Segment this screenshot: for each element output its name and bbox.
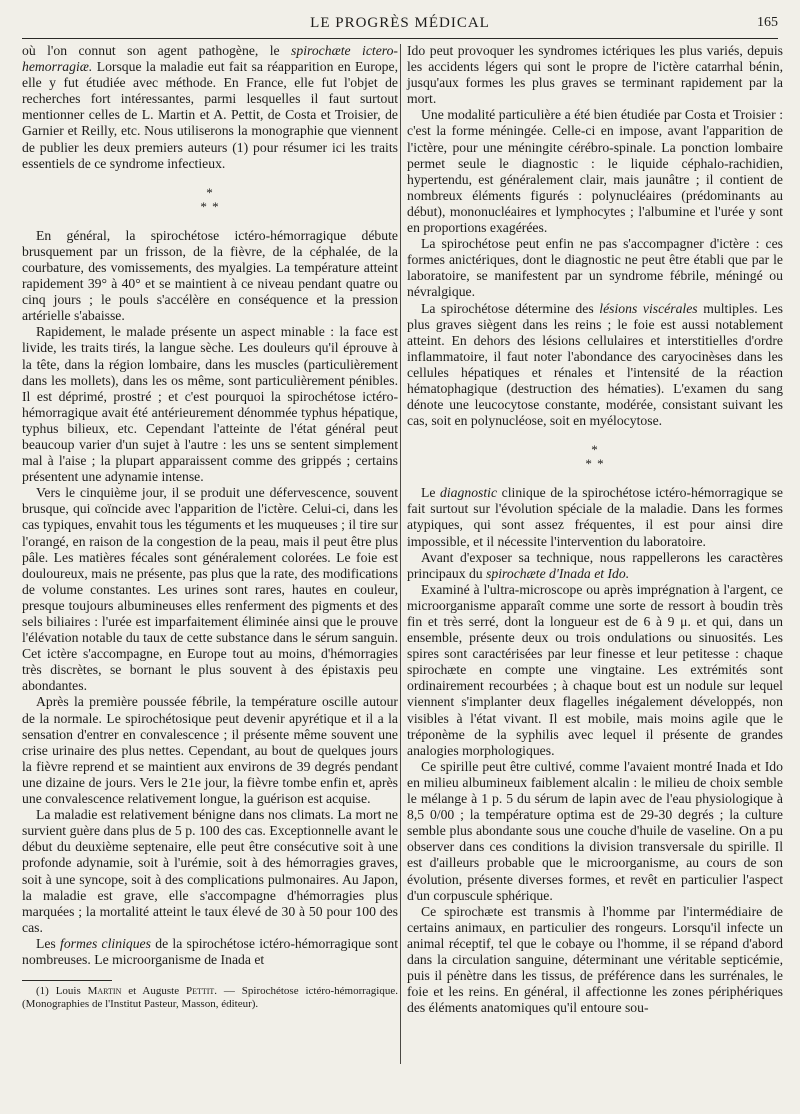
paragraph: Après la première poussée fébrile, la température oscille autour de la normale. Le spirochétosique peut devenir apyrétique et il a la sensation d'entrer en convalescence ; il présente même souvent une crise urinaire des plus nettes. Cependant, au bout de quelques jours la fièvre reprend et se maintient aux environs de 39 degrés pendant une dizaine de jours. Vers le 21e jour, la fièvre tombe enfin et, après une convalescence relativement longue, la guérison est acquise.	[22, 694, 398, 807]
paragraph: Avant d'exposer sa technique, nous rappellerons les caractères principaux du spirochæte d'Inada et Ido.	[407, 549, 783, 581]
paragraph: Ido peut provoquer les syndromes ictériques les plus variés, depuis les accidents légers qui sont le propre de l'ictère catarrhal bénin, jusqu'aux formes les plus graves se terminant rapidement par la mort.	[407, 43, 783, 107]
paragraph: Les formes cliniques de la spirochétose ictéro-hémorragique sont nombreuses. Le microorganisme de Inada et	[22, 935, 398, 967]
running-header	[22, 12, 778, 39]
paragraph: Vers le cinquième jour, il se produit une défervescence, souvent brusque, qui coïncide avec l'apparition de l'ictère. Celui-ci, dans les cas typiques, envahit tous les téguments et les muqueuses ; il tire sur l'orangé, en raison de la congestion de la peau, mais il peut être plus pâle. Les matières fécales sont généralement colorées. Le foie est douloureux, mais ne présente, pas plus que la rate, des modifications de volume constantes. Les urines sont rares, hautes en couleur, presque toujours albumineuses elles renferment des pigments et des sels biliaires : l'urée est imparfaitement éliminée ainsi que le prouve l'élévation notable du taux de cette substance dans le sérum sanguin. Cet ictère s'accompagne, en Europe tout au moins, d'hémorragies très discrètes, se bornant le plus souvent à des épistaxis peu abondantes.	[22, 485, 398, 694]
section-separator: * * *	[585, 442, 605, 472]
paragraph: La spirochétose peut enfin ne pas s'accompagner d'ictère : ces formes anictériques, dont le diagnostic ne peut être établi que par le laboratoire, se manifestent par un syndrome fébrile, méningé ou névralgique.	[407, 236, 783, 300]
paragraph: La maladie est relativement bénigne dans nos climats. La mort ne survient guère dans plus de 5 p. 100 des cas. Exceptionnelle avant le début du deuxième septenaire, elle peut être consécutive soit à une profonde adynamie, soit à l'urémie, soit à des hémorragies graves, soit à une syncope, soit à des complications pulmonaires. Au Japon, la maladie est grave, elle s'accompagne d'hémorragies plus marquées ; la mortalité atteint le taux élevé de 30 à 50 pour 100 des cas.	[22, 807, 398, 935]
section-separator: * * *	[200, 184, 220, 214]
paragraph: Examiné à l'ultra-microscope ou après imprégnation à l'argent, ce microorganisme apparaît comme une sorte de ressort à boudin très fin et très serré, dont la longueur est de 6 à 9 μ. et qui, dans un ensemble, présente deux ou trois ondulations ou sinuosités. Les spires sont caractérisées par leur finesse et leur petitesse : chaque spirochæte en compte une vingtaine. Les extrémités sont ordinairement recourbées ; à chaque bout est un nodule sur lequel viennent s'implanter deux flagelles inégalement développés, non visibles à l'état vivant. Il est mobile, mais moins agile que le tréponème de la syphilis avec lequel il présente de grandes analogies morphologiques.	[407, 581, 783, 758]
paragraph: Le diagnostic clinique de la spirochétose ictéro-hémorragique se fait surtout sur l'évolution spéciale de la maladie. Dans les formes atypiques, qui sont assez fréquentes, il est pour ainsi dire impossible, et il nécessite l'intervention du laboratoire.	[407, 485, 784, 549]
paragraph: En général, la spirochétose ictéro-hémorragique débute brusquement par un frisson, de la fièvre, de la céphalée, de la courbature, des vomissements, des myalgies. La température atteint rapidement 39° à 40° et se maintient à ce niveau pendant quatre ou cinq jours ; le pouls s'accélère en conséquence et la pression artérielle s'abaisse.	[22, 227, 398, 324]
paragraph: Rapidement, le malade présente un aspect minable : la face est livide, les traits tirés, la langue sèche. Les douleurs qu'il éprouve à la tête, dans la région lombaire, dans les muscles (particulièrement dans les mollets), dans les os même, sont particulièrement pénibles. Il est déprimé, prostré ; et c'est pourquoi la spirochétose ictéro-hémorragique avait été antérieurement dénommée typhus hépatique, typhus bilieux, etc. Cependant l'atteinte de l'état général peut beaucoup varier d'un sujet à l'autre : les uns se sentent simplement mal à l'aise ; la plupart apparaissent comme des grippés ; certains présentent une adynamie intense.	[22, 324, 398, 485]
paragraph: où l'on connut son agent pathogène, le spirochæte ictero-hemorragiæ. Lorsque la maladie eut fait sa réapparition en Europe, elle y fut étudiée avec méthode. En France, elle fut l'objet de recherches fort intéressantes, parmi lesquelles il faut surtout mentionner celles de L. Martin et A. Pettit, de Costa et Troisier, de Garnier et Reilly, etc. Nous utiliserons la monographie que viennent de publier les deux premiers auteurs (1) pour résumer ici les traits essentiels de ce syndrome infectieux.	[22, 43, 398, 171]
left-column	[22, 43, 398, 1010]
footnote-rule	[22, 980, 112, 981]
paragraph: Une modalité particulière a été bien étudiée par Costa et Troisier : c'est la forme méningée. Celle-ci en impose, avant l'apparition de l'ictère, pour une méningite cérébro-spinale. La ponction lombaire permet seule le diagnostic : le liquide céphalo-rachidien, hypertendu, est généralement clair, mais jaunâtre ; il contient de nombreux éléments figurés : polynucléaires (prédominants au début), mononucléaires et lymphocytes ; l'albumine et l'urée y sont en proportions exagérées.	[407, 107, 783, 236]
paragraph: Ce spirochæte est transmis à l'homme par l'intermédiaire de certains animaux, en particulier des rongeurs. Lorsqu'il infecte un animal réceptif, tel que le cobaye ou l'homme, il se répand d'abord dans la circulation sanguine, déterminant une véritable septicémie, puis il pénètre dans les tissus, de préférence dans les surrénales, le foie et les reins. En général, il affectionne les zones périphériques des éléments anatomiques qu'il entoure sou-	[407, 903, 783, 1016]
column-divider	[400, 44, 401, 1064]
footnote: (1) Louis Martin et Auguste Pettit. — Spirochétose ictéro-hémorragique. (Monographies de l'Institut Pasteur, Masson, éditeur).	[22, 985, 398, 1010]
page-number: 165	[757, 15, 778, 30]
paragraph: La spirochétose détermine des lésions viscérales multiples. Les plus graves siègent dans les reins ; le foie est aussi notablement atteint. En dehors des lésions cellulaires et interstitielles d'ordre inflammatoire, il faut noter l'abondance des caryocinèses dans les cellules hépatiques et rénales et l'intensité de la réaction hématophagique (destruction des hématies). L'examen du sang dénote une leucocytose constante, modérée, consistant suivant les cas, soit en polynucléose, soit en myélocytose.	[407, 300, 783, 429]
paragraph: Ce spirille peut être cultivé, comme l'avaient montré Inada et Ido en milieu albumineux faiblement alcalin : le milieu de choix semble le mélange à 1 p. 5 du sérum de lapin avec de l'eau physiologique à 8,5 0/00 ; la température optima est de 29-30 degrés ; la culture semble plus abondante sous une couche d'huile de vaseline. On a pu observer dans ces conditions la division transversale du spirille. Il est d'ailleurs probable que le microorganisme, au cours de son évolution, présente diverses formes, et revêt en particulier l'aspect d'un corpuscule sphérique.	[407, 758, 783, 903]
right-column	[407, 43, 783, 1016]
journal-title: LE PROGRÈS MÉDICAL	[310, 15, 490, 31]
